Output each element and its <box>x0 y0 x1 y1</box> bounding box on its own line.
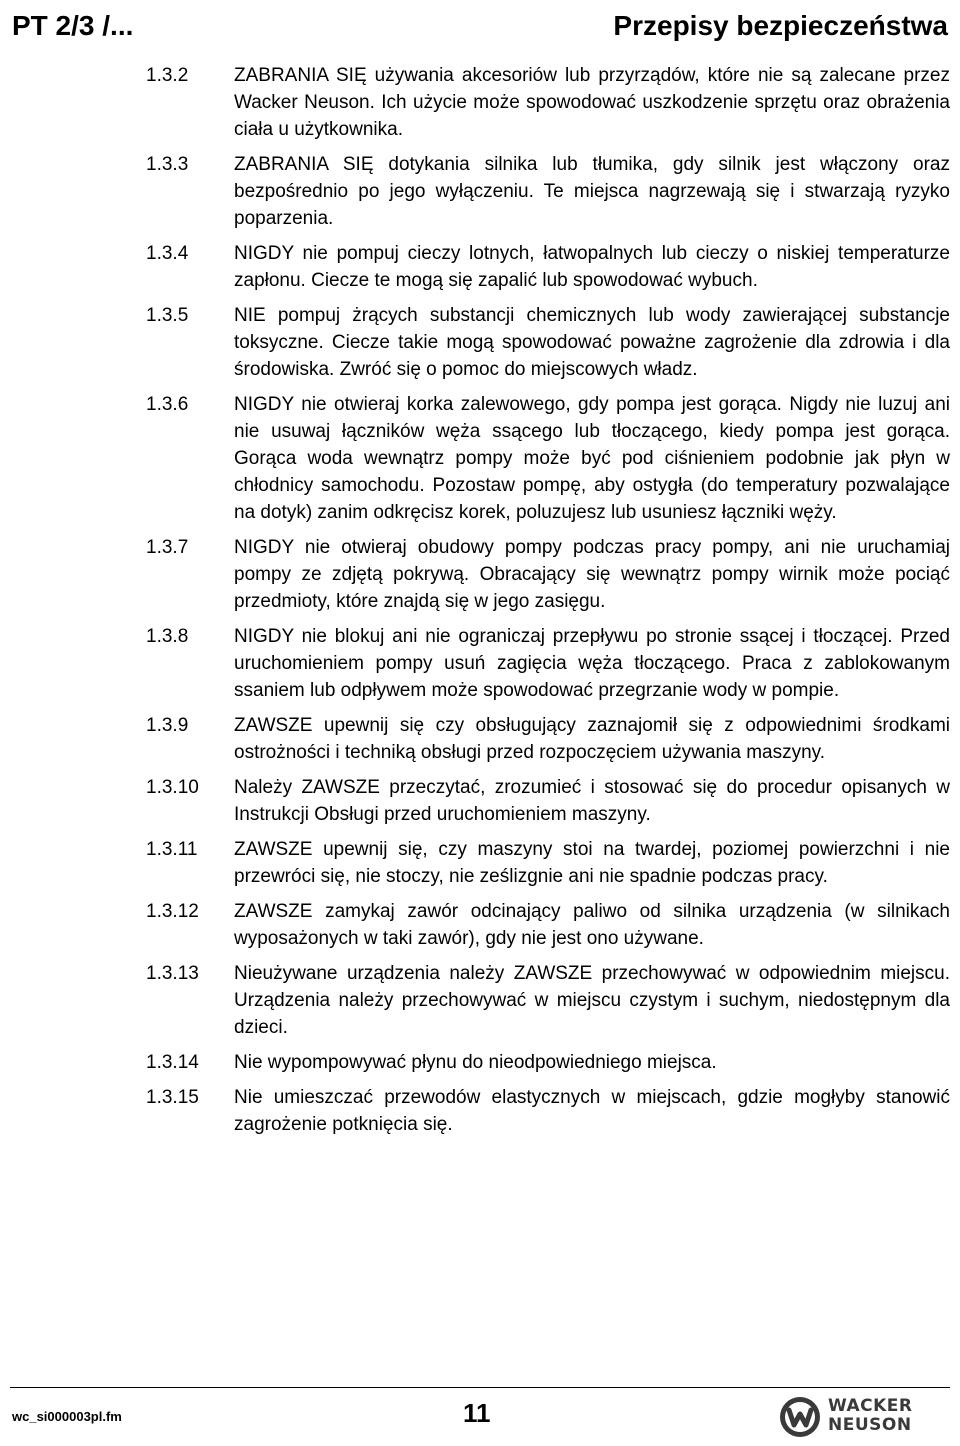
item-text: NIE pompuj żrących substancji chemicznych lub wody zawierającej substancje toksyczne. Ciecze takie mogą spowodować poważne zagrożenie dla zdrowia i dla środowiska. Zwróć się o pomoc do miejscowych władz. <box>234 305 950 380</box>
item-number: 1.3.8 <box>146 626 189 647</box>
list-item <box>0 151 960 232</box>
list-item <box>0 302 960 383</box>
item-number: 1.3.6 <box>146 394 189 415</box>
item-text: NIGDY nie pompuj cieczy lotnych, łatwopalnych lub cieczy o niskiej temperaturze zapłonu. Ciecze te mogą się zapalić lub spowodować wybuch. <box>234 243 950 291</box>
item-number: 1.3.2 <box>146 65 189 86</box>
item-text: ZAWSZE upewnij się, czy maszyny stoi na twardej, poziomej powierzchni i nie przewróci się, nie stoczy, nie ześlizgnie ani nie spadnie podczas pracy. <box>234 839 950 887</box>
list-item <box>0 623 960 704</box>
item-number: 1.3.7 <box>146 537 189 558</box>
item-text: Nie wypompowywać płynu do nieodpowiedniego miejsca. <box>234 1052 717 1073</box>
item-text: NIGDY nie blokuj ani nie ograniczaj przepływu po stronie ssącej i tłoczącej. Przed uruchomieniem pompy usuń zagięcia węża tłoczącego. Praca z zablokowanym ssaniem lub odpływem może spowodować przegrzanie wody w pompie. <box>234 626 950 701</box>
item-number: 1.3.11 <box>146 839 198 860</box>
list-item <box>0 898 960 952</box>
item-text: ZAWSZE upewnij się czy obsługujący zaznajomił się z odpowiednimi środkami ostrożności i techniką obsługi przed rozpoczęciem używania maszyny. <box>234 715 950 763</box>
item-text: Należy ZAWSZE przeczytać, zrozumieć i stosować się do procedur opisanych w Instrukcji Obsługi przed uruchomieniem maszyny. <box>234 777 950 825</box>
item-number: 1.3.10 <box>146 777 199 798</box>
list-item <box>0 836 960 890</box>
item-number: 1.3.13 <box>146 963 199 984</box>
item-number: 1.3.9 <box>146 715 189 736</box>
list-item <box>0 391 960 526</box>
footer-filename: wc_si000003pl.fm <box>12 1409 122 1424</box>
logo-line-1: WACKER <box>828 1396 913 1416</box>
item-text: ZABRANIA SIĘ używania akcesoriów lub przyrządów, które nie są zalecane przez Wacker Neuson. Ich użycie może spowodować uszkodzenie sprzętu oraz obrażenia ciała u użytkownika. <box>234 65 950 140</box>
list-item <box>0 960 960 1041</box>
item-text: Nieużywane urządzenia należy ZAWSZE przechowywać w odpowiednim miejscu. Urządzenia należy przechowywać w miejscu czystym i suchym, niedostępnym dla dzieci. <box>234 963 950 1038</box>
item-number: 1.3.3 <box>146 154 189 175</box>
page-header <box>0 0 960 58</box>
list-item <box>0 1084 960 1138</box>
item-text: NIGDY nie otwieraj obudowy pompy podczas pracy pompy, ani nie uruchamiaj pompy ze zdjętą pokrywą. Obracający się wewnątrz pompy wirnik może pociąć przedmioty, które znajdą się w jego zasięgu. <box>234 537 950 612</box>
item-text: ZABRANIA SIĘ dotykania silnika lub tłumika, gdy silnik jest włączony oraz bezpośrednio po jego wyłączeniu. Te miejsca nagrzewają się i stwarzają ryzyko poparzenia. <box>234 154 950 229</box>
item-text: NIGDY nie otwieraj korka zalewowego, gdy pompa jest gorąca. Nigdy nie luzuj ani nie usuwaj łączników węża ssącego lub tłoczącego, kiedy pompa jest gorąca. Gorąca woda wewnątrz pompy może być pod ciśnieniem podobnie jak płyn w chłodnicy samochodu. Pozostaw pompę, aby ostygła (do temperatury pozwalające na dotyk) zanim odkręcisz korek, poluzujesz lub usuniesz łączniki węży. <box>234 394 950 523</box>
item-number: 1.3.12 <box>146 901 199 922</box>
list-item <box>0 534 960 615</box>
wacker-neuson-logo <box>778 1395 954 1441</box>
item-number: 1.3.15 <box>146 1087 199 1108</box>
logo-wordmark <box>828 1397 913 1435</box>
item-number: 1.3.4 <box>146 243 189 264</box>
list-item <box>0 62 960 143</box>
logo-line-2: NEUSON <box>828 1415 912 1435</box>
item-number: 1.3.5 <box>146 305 189 326</box>
document-code: PT 2/3 /... <box>12 10 134 41</box>
item-text: Nie umieszczać przewodów elastycznych w miejscach, gdzie mogłyby stanowić zagrożenie potknięcia się. <box>234 1087 950 1135</box>
page-number: 11 <box>463 1398 491 1428</box>
item-text: ZAWSZE zamykaj zawór odcinający paliwo od silnika urządzenia (w silnikach wyposażonych w taki zawór), gdy nie jest ono używane. <box>234 901 950 949</box>
list-item <box>0 240 960 294</box>
item-number: 1.3.14 <box>146 1052 199 1073</box>
safety-rules-list <box>0 62 960 1146</box>
section-title: Przepisy bezpieczeństwa <box>613 10 948 41</box>
list-item <box>0 712 960 766</box>
footer-divider <box>10 1387 950 1388</box>
wacker-neuson-emblem-icon <box>778 1395 822 1439</box>
list-item <box>0 774 960 828</box>
list-item <box>0 1049 960 1076</box>
